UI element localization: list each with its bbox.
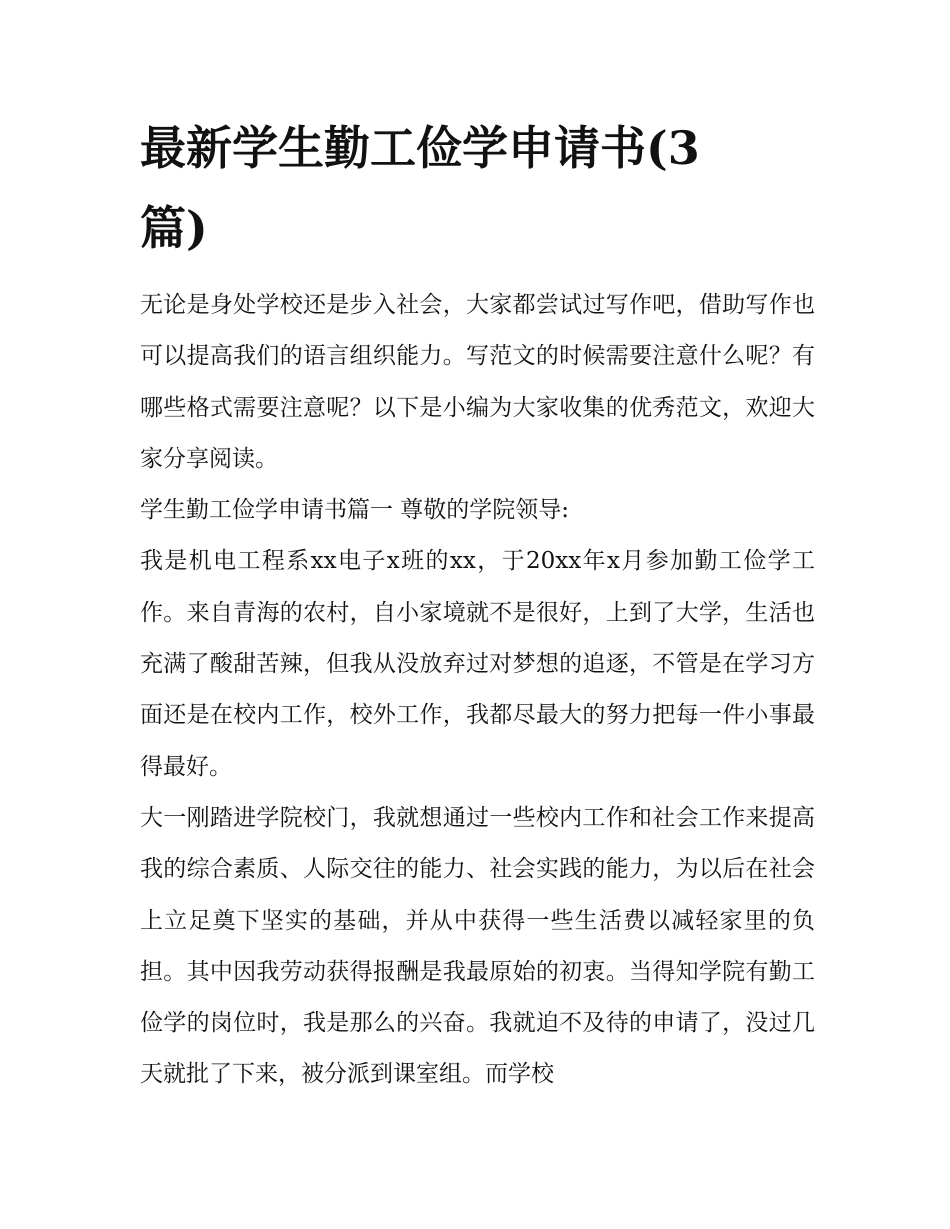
paragraph-intro: 无论是身处学校还是步入社会，大家都尝试过写作吧，借助写作也可以提高我们的语言组织能力。写范文的时候需要注意什么呢？有哪些格式需要注意呢？以下是小编为大家收集的优秀范文，欢迎大家分享阅读。: [140, 292, 815, 472]
paragraph-background: 我是机电工程系xx电子x班的xx，于20xx年x月参加勤工俭学工作。来自青海的农村，自小家境就不是很好，上到了大学，生活也充满了酸甜苦辣，但我从没放弃过对梦想的追逐，不管是在学习方面还是在校内工作，校外工作，我都尽最大的努力把每一件小事最得最好。: [140, 548, 815, 780]
document-title: 最新学生勤工俭学申请书(3篇): [140, 121, 700, 255]
paragraph-heading: 学生勤工俭学申请书篇一 尊敬的学院领导:: [140, 497, 570, 524]
document-body: [140, 280, 815, 1101]
paragraph-motivation: 大一刚踏进学院校门，我就想通过一些校内工作和社会工作来提高我的综合素质、人际交往的能力、社会实践的能力，为以后在社会上立足奠下坚实的基础，并从中获得一些生活费以减轻家里的负担。其中因我劳动获得报酬是我最原始的初衷。当得知学院有勤工俭学的岗位时，我是那么的兴奋。我就迫不及待的申请了，没过几天就批了下来，被分派到课室组。而学校: [140, 804, 815, 1088]
